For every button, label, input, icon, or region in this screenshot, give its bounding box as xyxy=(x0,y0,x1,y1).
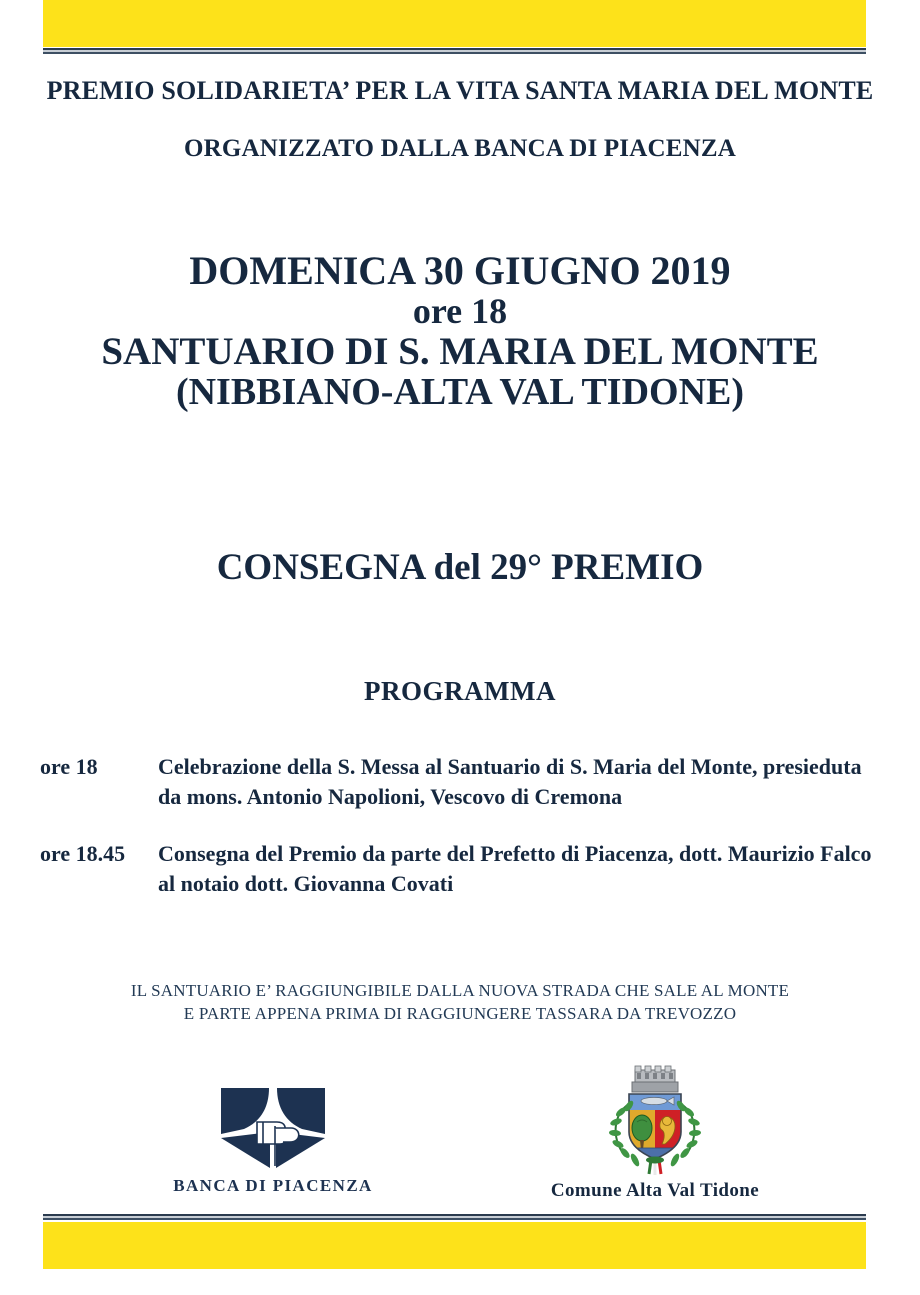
schedule-row xyxy=(40,752,885,813)
event-subtitle-line-1: PREMIO SOLIDARIETA’ PER LA VITA SANTA MARIA DEL MONTE xyxy=(46,76,874,105)
title-location: (NIBBIANO-ALTA VAL TIDONE) xyxy=(175,370,745,413)
title-date: DOMENICA 30 GIUGNO 2019 xyxy=(189,248,731,293)
schedule-description xyxy=(158,752,885,813)
program-schedule xyxy=(40,752,885,925)
schedule-time: ore 18 xyxy=(40,754,98,779)
comune-alta-val-tidone-logo xyxy=(490,1060,820,1202)
title-venue: SANTUARIO DI S. MARIA DEL MONTE xyxy=(101,329,819,373)
top-divider-rule xyxy=(43,48,866,54)
directions-note xyxy=(0,980,920,1026)
award-heading: CONSEGNA del 29° PREMIO xyxy=(216,547,704,588)
schedule-row xyxy=(40,839,885,900)
logo-row xyxy=(0,1060,920,1210)
schedule-description-line: da mons. Antonio Napolioni, Vescovo di Cremona xyxy=(158,784,623,810)
schedule-description-line: Consegna del Premio da parte del Prefetto di Piacenza, dott. Maurizio Falco xyxy=(158,840,872,866)
rule-line-lower xyxy=(43,52,866,54)
rule-line-lower xyxy=(43,1218,866,1220)
bottom-yellow-band xyxy=(43,1222,866,1269)
schedule-description-line: Celebrazione della S. Messa al Santuario di S. Maria del Monte, presieduta xyxy=(158,754,862,779)
bank-logo-caption: BANCA DI PIACENZA xyxy=(173,1176,373,1195)
bottom-divider-rule xyxy=(43,1214,866,1220)
directions-note-line: IL SANTUARIO E’ RAGGIUNGIBILE DALLA NUOVA STRADA CHE SALE AL MONTE xyxy=(130,981,790,1000)
bank-logo-icon xyxy=(213,1082,333,1170)
comune-logo-caption: Comune Alta Val Tidone xyxy=(550,1180,760,1201)
comune-crest-icon xyxy=(599,1060,711,1178)
schedule-time: ore 18.45 xyxy=(40,840,126,866)
schedule-description xyxy=(158,839,885,900)
page-title xyxy=(0,250,920,412)
schedule-description-line: al notaio dott. Giovanna Covati xyxy=(158,871,454,897)
top-yellow-band xyxy=(43,0,866,47)
event-subtitle-line-2: ORGANIZZATO DALLA BANCA DI PIACENZA xyxy=(184,135,736,162)
title-time: ore 18 xyxy=(412,291,508,332)
program-heading: PROGRAMMA xyxy=(364,676,556,706)
directions-note-line: E PARTE APPENA PRIMA DI RAGGIUNGERE TASSARA DA TREVOZZO xyxy=(183,1003,737,1023)
banca-di-piacenza-logo xyxy=(108,1082,438,1196)
